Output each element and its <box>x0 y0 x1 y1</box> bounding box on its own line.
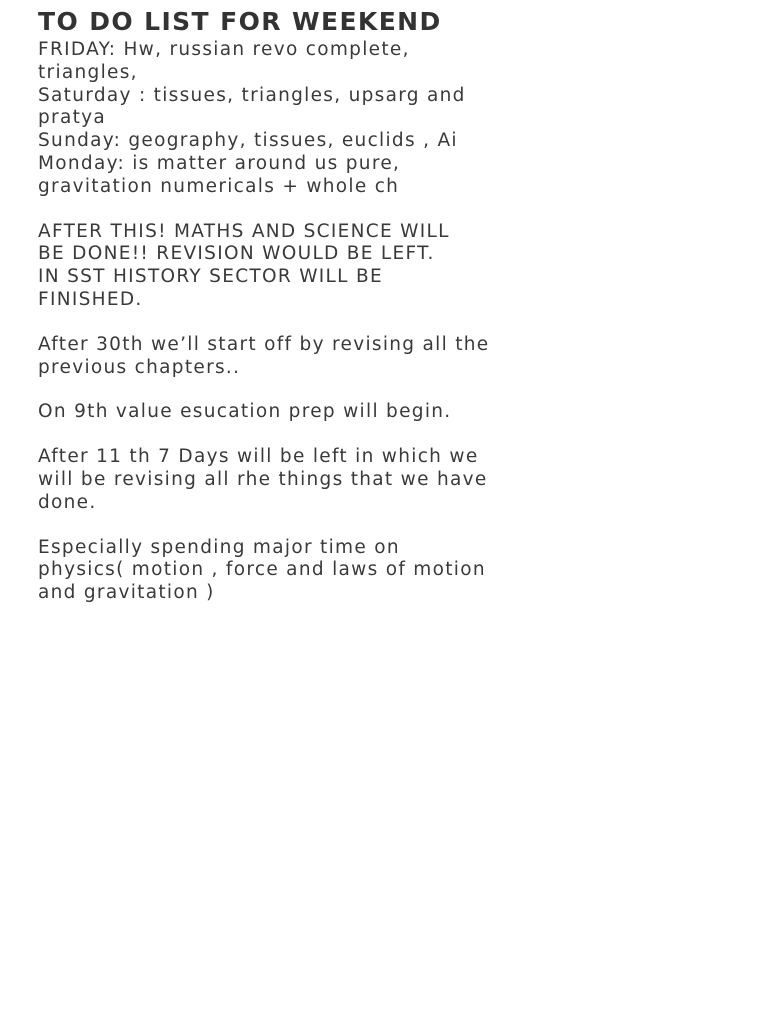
note-line: pratya <box>38 107 107 129</box>
note-line: FINISHED. <box>38 288 143 310</box>
note-line: Monday: is matter around us pure, <box>38 152 401 174</box>
note-line: Sunday: geography, tissues, euclids , Ai <box>38 130 458 152</box>
note-line: AFTER THIS! MATHS AND SCIENCE WILL <box>38 220 450 242</box>
note-line: will be revising all rhe things that we have <box>38 468 488 490</box>
note-line: and gravitation ) <box>38 582 215 604</box>
note-paragraph-value-education <box>38 401 738 424</box>
note-line: IN SST HISTORY SECTOR WILL BE <box>38 266 383 288</box>
note-paragraph-schedule <box>38 39 738 199</box>
note-line: previous chapters.. <box>38 356 241 378</box>
note-line: triangles, <box>38 61 138 83</box>
note-line: done. <box>38 491 97 513</box>
note-line: BE DONE!! REVISION WOULD BE LEFT. <box>38 243 435 265</box>
note-line: FRIDAY: Hw, russian revo complete, <box>38 39 410 60</box>
note-line: On 9th value esucation prep will begin. <box>38 401 452 423</box>
note-line: Especially spending major time on <box>38 536 400 558</box>
note-body[interactable] <box>38 8 738 627</box>
note-paragraph-after-this <box>38 221 738 312</box>
note-paragraph-physics-focus <box>38 537 738 605</box>
note-line: physics( motion , force and laws of motion <box>38 559 486 581</box>
note-line: After 30th we’ll start off by revising all the <box>38 333 490 355</box>
note-paragraph-final-days <box>38 446 738 514</box>
note-line: Saturday : tissues, triangles, upsarg and <box>38 84 466 106</box>
note-paragraph-revision-start <box>38 334 738 380</box>
note-line: After 11 th 7 Days will be left in which we <box>38 446 479 468</box>
note-line: gravitation numericals + whole ch <box>38 175 400 197</box>
note-title: TO DO LIST FOR WEEKEND <box>38 7 442 36</box>
